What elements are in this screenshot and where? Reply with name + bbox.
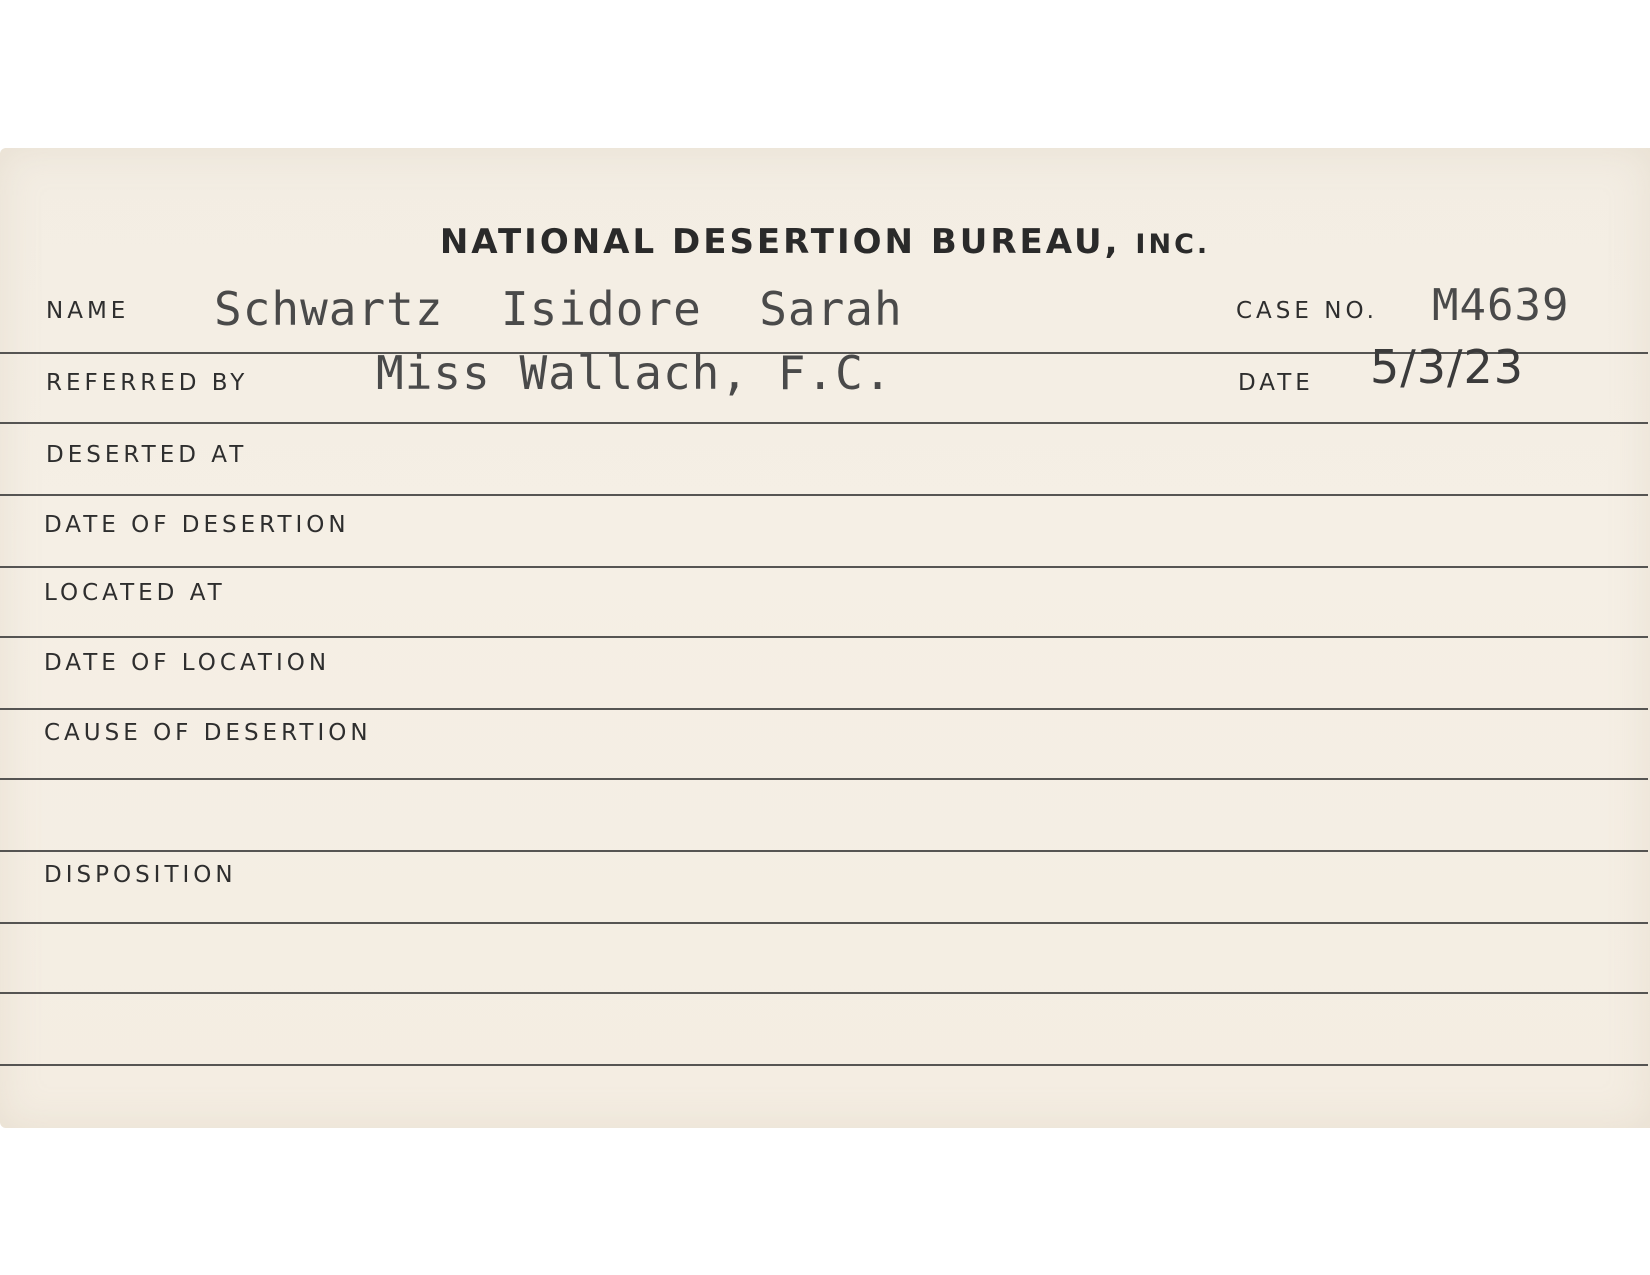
case-no-label: CASE NO. [1236, 298, 1378, 324]
cause-of-desertion-label: CAUSE OF DESERTION [44, 720, 372, 746]
referred-by-value: Miss Wallach, F.C. [376, 346, 893, 400]
rule-line [0, 566, 1648, 568]
case-no-value: M4639 [1432, 280, 1570, 331]
deserted-at-label: DESERTED AT [46, 442, 248, 468]
org-name: NATIONAL DESERTION BUREAU, [439, 222, 1121, 262]
org-suffix: INC. [1135, 229, 1211, 260]
card-title [0, 222, 1650, 262]
rule-line [0, 850, 1648, 852]
index-card [0, 148, 1650, 1128]
rule-line [0, 778, 1648, 780]
date-value: 5/3/23 [1370, 340, 1525, 394]
date-of-desertion-label: DATE OF DESERTION [44, 512, 350, 538]
rule-line [0, 922, 1648, 924]
date-label: DATE [1238, 370, 1314, 396]
rule-line [0, 494, 1648, 496]
name-label: NAME [46, 298, 130, 324]
name-value: Schwartz Isidore Sarah [214, 282, 903, 336]
referred-by-label: REFERRED BY [46, 370, 249, 396]
rule-line [0, 422, 1648, 424]
date-of-location-label: DATE OF LOCATION [44, 650, 331, 676]
disposition-label: DISPOSITION [44, 862, 237, 888]
rule-line [0, 992, 1648, 994]
rule-line [0, 708, 1648, 710]
rule-line [0, 636, 1648, 638]
located-at-label: LOCATED AT [44, 580, 226, 606]
rule-line [0, 1064, 1648, 1066]
